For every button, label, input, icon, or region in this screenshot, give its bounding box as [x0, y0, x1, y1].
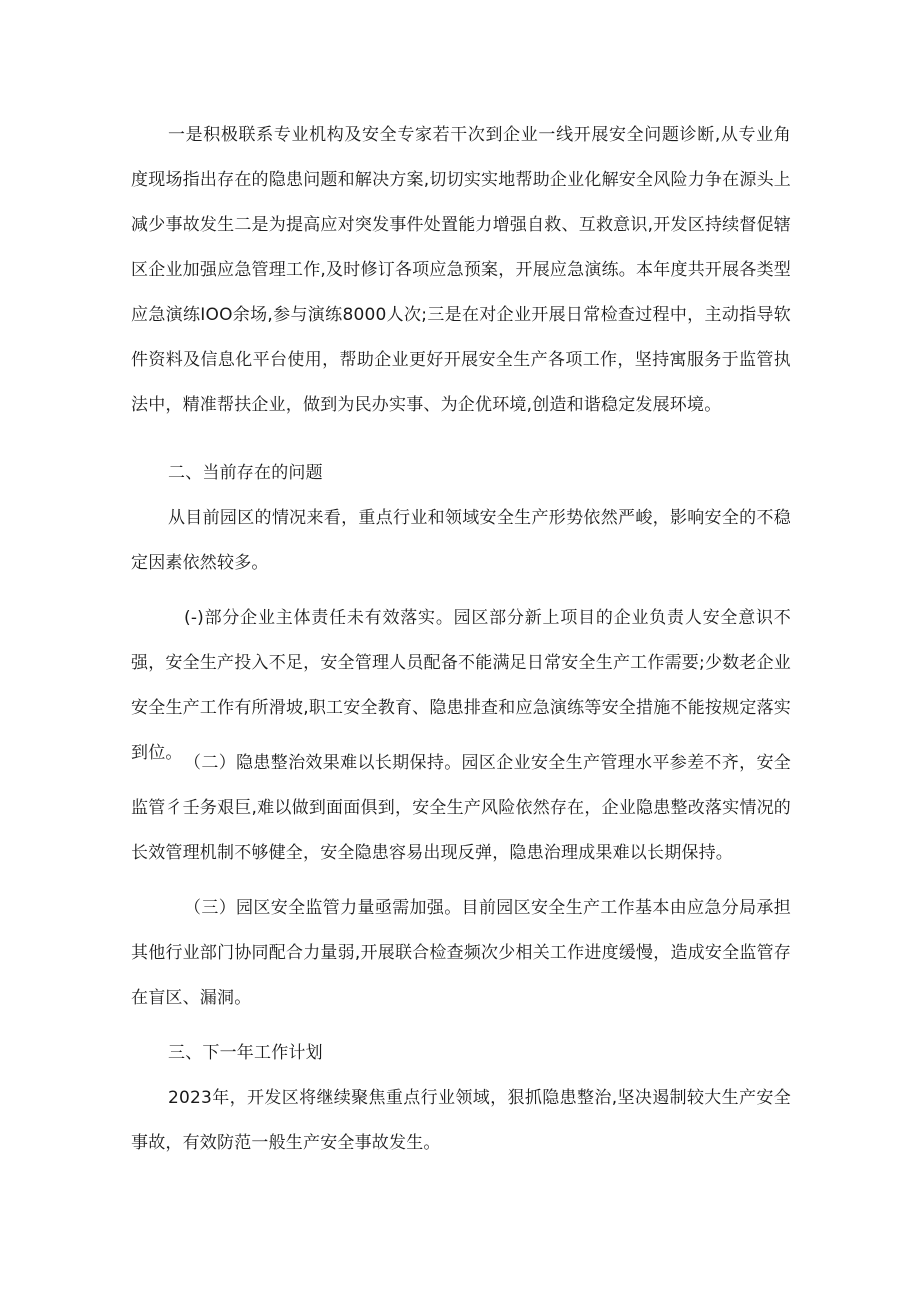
paragraph-problem-3: （三）园区安全监管力量亟需加强。目前园区安全生产工作基本由应急分局承担其他行业部门协同配合力量弱,开展联合检查频次少相关工作进度缓慢，造成安全监管存在盲区、漏洞。 [131, 898, 791, 1008]
paragraph-plan: 2023年，开发区将继续聚焦重点行业领域，狠抓隐患整治,坚决遏制较大生产安全事故，有效防范一般生产安全事故发生。 [131, 1088, 791, 1153]
paragraph-problem-2: （二）隐患整治效果难以长期保持。园区企业安全生产管理水平参差不齐，安全监管彳壬务艰巨,难以做到面面俱到，安全生产风险依然存在，企业隐患整改落实情况的长效管理机制不够健全，安全隐患容易出现反弹，隐患治理成果难以长期保持。 [131, 753, 791, 863]
paragraph-problem-1: (-)部分企业主体责任未有效落实。园区部分新上项目的企业负责人安全意识不强，安全生产投入不足，安全管理人员配备不能满足日常安全生产工作需要;少数老企业安全生产工作有所滑坡,职工安全教育、隐患排查和应急演练等安全措施不能按规定落实到位。 [131, 608, 791, 763]
paragraph-measures: 一是积极联系专业机构及安全专家若干次到企业一线开展安全问题诊断,从专业角度现场指出存在的隐患问题和解决方案,切切实实地帮助企业化解安全风险力争在源头上减少事故发生二是为提高应对突发事件处置能力增强自救、互救意识,开发区持续督促辖区企业加强应急管理工作,及时修订各项应急预案，开展应急演练。本年度共开展各类型应急演练IOO余场,参与演练8000人次;三是在对企业开展日常检查过程中，主动指导软件资料及信息化平台使用，帮助企业更好开展安全生产各项工作，坚持寓服务于监管执法中，精准帮扶企业，做到为民办实事、为企优环境,创造和谐稳定发展环境。 [131, 125, 791, 415]
section-heading-problems: 二、当前存在的问题 [168, 463, 323, 483]
paragraph-problems-intro: 从目前园区的情况来看，重点行业和领域安全生产形势依然严峻，影响安全的不稳定因素依然较多。 [131, 508, 791, 573]
section-heading-plan: 三、下一年工作计划 [168, 1043, 323, 1063]
